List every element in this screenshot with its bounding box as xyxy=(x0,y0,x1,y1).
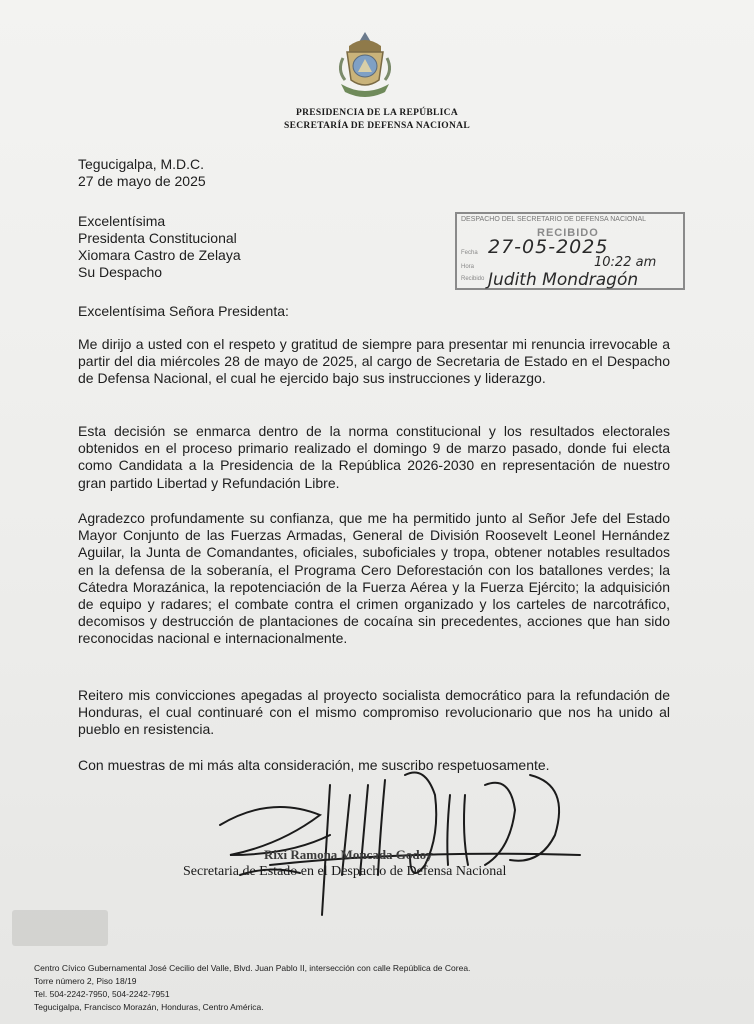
recipient-line-4: Su Despacho xyxy=(78,264,163,280)
footer-city: Tegucigalpa, Francisco Morazán, Honduras, Centro América. xyxy=(34,1002,264,1012)
org-line-presidencia: PRESIDENCIA DE LA REPÚBLICA xyxy=(296,108,458,118)
place-line: Tegucigalpa, M.D.C. xyxy=(78,156,205,172)
recipient-line-1: Excelentísima xyxy=(78,213,166,229)
paragraph-decision: Esta decisión se enmarca dentro de la norma constitucional y los resultados electorales obtenidos en el proceso primario realizado el domingo 9 de marzo pasado, donde fui electa como Candidata a la Presidencia de la República 2026-2030 en representación de nuestro gran partido Libertad y Refundación Libre. xyxy=(78,423,670,491)
stamp-header: DESPACHO DEL SECRETARIO DE DEFENSA NACIONAL xyxy=(461,216,647,223)
recipient-line-3: Xiomara Castro de Zelaya xyxy=(78,247,241,263)
stamp-label-date: Fecha xyxy=(461,250,478,256)
footer-phone: Tel. 504-2242-7950, 504-2242-7951 xyxy=(34,989,170,999)
footer-floor: Torre número 2, Piso 18/19 xyxy=(34,976,137,986)
footer-address: Centro Cívico Gubernamental José Cecilio del Valle, Blvd. Juan Pablo II, intersección con calle República de Corea. xyxy=(34,963,471,973)
org-line-secretaria: SECRETARÍA DE DEFENSA NACIONAL xyxy=(284,121,470,131)
redacted-mark xyxy=(12,910,108,946)
paragraph-resignation: Me dirijo a usted con el respeto y gratitud de siempre para presentar mi renuncia irrevocable a partir del dia miércoles 28 de mayo de 2025, al cargo de Secretaria de Estado en el Despacho de Defensa Nacional, el cual he ejercido bajo sus instrucciones y liderazgo. xyxy=(78,336,670,387)
coat-of-arms-icon xyxy=(335,28,395,100)
signer-title: Secretaria de Estado en el Despacho de Defensa Nacional xyxy=(183,864,507,879)
paragraph-gratitude: Agradezco profundamente su confianza, que me ha permitido junto al Señor Jefe del Estado Mayor Conjunto de las Fuerzas Armadas, General de División Roosevelt Leonel Hernández Aguilar, la Junta de Comandantes, oficiales, suboficiales y tropa, obtener notables resultados en la defensa de la soberanía, el Programa Cero Deforestación con los batallones verdes; la Cátedra Morazánica, la repotenciación de la Fuerza Aérea y la Fuerza Ejército; la adquisición de equipo y radares; el combate contra el crimen organizado y los carteles de narcotráfico, decomisos y destrucción de plantaciones de cocaína sin precedentes, acciones que han sido reconocidas nacional e internacionalmente. xyxy=(78,510,670,647)
stamp-label-time: Hora xyxy=(461,264,475,270)
stamp-title: RECIBIDO xyxy=(537,227,599,239)
date-line: 27 de mayo de 2025 xyxy=(78,173,206,189)
recipient-line-2: Presidenta Constitucional xyxy=(78,230,237,246)
closing-line: Con muestras de mi más alta consideración, me suscribo respetuosamente. xyxy=(78,757,550,773)
paragraph-convictions: Reitero mis convicciones apegadas al proyecto socialista democrático para la refundación de Honduras, el cual continuaré con el mismo compromiso revolucionario que nos ha unido al pueblo en resistencia. xyxy=(78,687,670,738)
stamp-label-received: Recibido xyxy=(461,276,485,282)
stamp-date-handwritten: 27-05-2025 xyxy=(488,236,609,258)
stamp-receiver-handwritten: Judith Mondragón xyxy=(488,270,639,290)
stamp-time-handwritten: 10:22 am xyxy=(594,255,657,270)
signer-name: Rixi Ramona Moncada Godoy xyxy=(264,847,433,862)
salutation: Excelentísima Señora Presidenta: xyxy=(78,303,289,319)
